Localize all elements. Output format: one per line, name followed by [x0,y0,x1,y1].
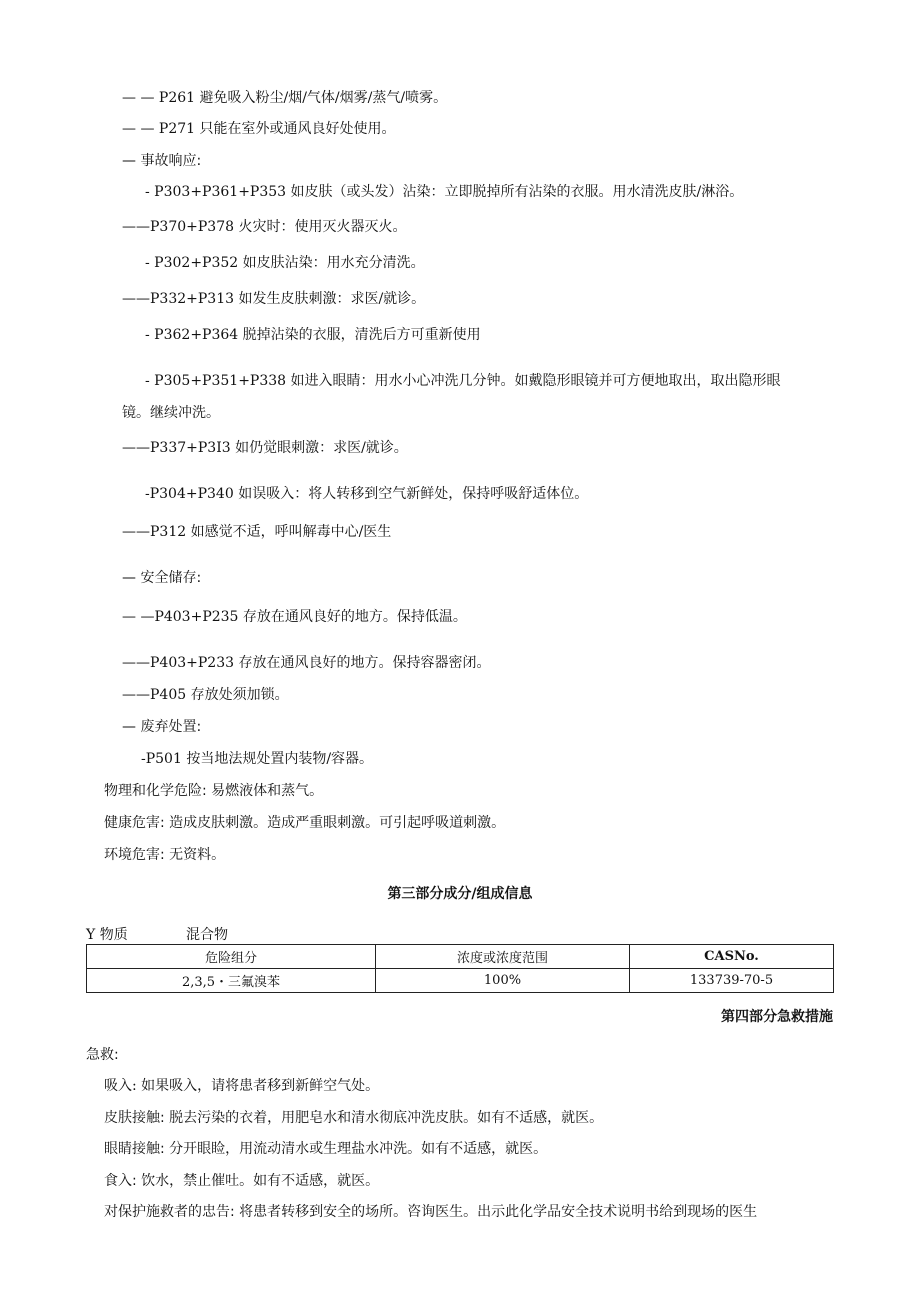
response-item: - P302+P352 如皮肤沾染：用水充分清洗。 [145,255,425,271]
first-aid-item-label: 食入: [104,1173,137,1189]
heading-title: 废弃处置: [140,719,202,735]
part4-title: 第四部分急救措施 [721,1009,833,1025]
section-heading-disposal [122,718,201,736]
heading-title: 事故响应: [140,153,202,169]
section-heading-response [122,152,201,170]
composition-table [86,944,834,993]
precaution-line [122,89,447,107]
table-row [87,969,834,993]
line-prefix: — — [122,121,155,137]
hazard-line [104,846,225,864]
first-aid-item [104,1077,379,1095]
first-aid-item-label: 皮肤接触: [104,1110,165,1126]
response-item: ——P332+P313 如发生皮肤刺激：求医/就诊。 [122,291,426,307]
hazard-text: 造成皮肤刺激。造成严重眼刺激。可引起呼吸道刺激。 [169,815,506,831]
substance-label: Y 物质 [86,927,128,943]
table-cell: 2,3,5・三氟溴苯 [87,969,376,993]
response-item-continuation: 镜。继续冲洗。 [122,405,220,421]
heading-title: 安全储存: [140,570,202,586]
substance-value: 混合物 [186,927,228,943]
line-text: P261 避免吸入粉尘/烟/气体/烟雾/蒸气/喷雾。 [158,90,448,106]
first-aid-item-text: 饮水，禁止催吐。如有不适感，就医。 [141,1173,380,1189]
response-item: ——P370+P378 火灾时：使用灭火器灭火。 [122,219,407,235]
heading-prefix: — [122,570,136,586]
hazard-text: 无资料。 [169,847,226,863]
hazard-text: 易燃液体和蒸气。 [211,783,324,799]
column-header: 危险组分 [87,945,376,969]
first-aid-item-label: 吸入: [104,1078,137,1094]
response-item: ——P337+P3I3 如仍觉眼刺激：求医/就诊。 [122,440,408,456]
section-heading-storage [122,569,201,587]
heading-prefix: — [122,153,136,169]
response-item: ——P312 如感觉不适，呼叫解毒中心/医生 [122,524,392,540]
first-aid-item [104,1172,379,1190]
response-item: -P304+P340 如误吸入：将人转移到空气新鲜处，保持呼吸舒适体位。 [145,486,589,502]
heading-prefix: — [122,719,136,735]
table-header-row [87,945,834,969]
hazard-label: 健康危害: [104,815,165,831]
column-header: CASNo. [630,945,834,969]
storage-item: ——P405 存放处须加锁。 [122,687,289,703]
first-aid-item [104,1140,547,1158]
first-aid-item-label: 对保护施救者的忠告: [104,1204,235,1220]
storage-item: — —P403+P235 存放在通风良好的地方。保持低温。 [122,609,467,625]
response-item: - P362+P364 脱掉沾染的衣服，清洗后方可重新使用 [145,327,481,343]
table-cell: 100% [376,969,630,993]
response-item: - P303+P361+P353 如皮肤（或头发）沾染：立即脱掉所有沾染的衣服。用水清洗皮肤/淋浴。 [145,184,744,200]
column-header: 浓度或浓度范围 [376,945,630,969]
first-aid-item-text: 将患者转移到安全的场所。咨询医生。出示此化学品安全技术说明书给到现场的医生 [239,1204,758,1220]
hazard-line [104,814,505,832]
disposal-item: -P501 按当地法规处置内装物/容器。 [141,751,374,767]
first-aid-item [104,1109,603,1127]
line-prefix: — — [122,90,155,106]
hazard-line [104,782,323,800]
table-cell: 133739-70-5 [630,969,834,993]
first-aid-item-text: 如果吸入，请将患者移到新鲜空气处。 [141,1078,380,1094]
first-aid-item [104,1203,757,1221]
hazard-label: 环境危害: [104,847,165,863]
part3-title: 第三部分成分/组成信息 [387,886,533,902]
hazard-label: 物理和化学危险: [104,783,207,799]
response-item: - P305+P351+P338 如进入眼睛：用水小心冲洗几分钟。如戴隐形眼镜并可方便地取出，取出隐形眼 [145,373,781,389]
first-aid-item-text: 分开眼睑，用流动清水或生理盐水冲洗。如有不适感，就医。 [169,1141,548,1157]
first-aid-item-text: 脱去污染的衣着，用肥皂水和清水彻底冲洗皮肤。如有不适感，就医。 [169,1110,604,1126]
precaution-line [122,120,396,138]
line-text: P271 只能在室外或通风良好处使用。 [158,121,396,137]
first-aid-item-label: 眼睛接触: [104,1141,165,1157]
storage-item: ——P403+P233 存放在通风良好的地方。保持容器密闭。 [122,655,491,671]
first-aid-label: 急救: [86,1047,119,1063]
